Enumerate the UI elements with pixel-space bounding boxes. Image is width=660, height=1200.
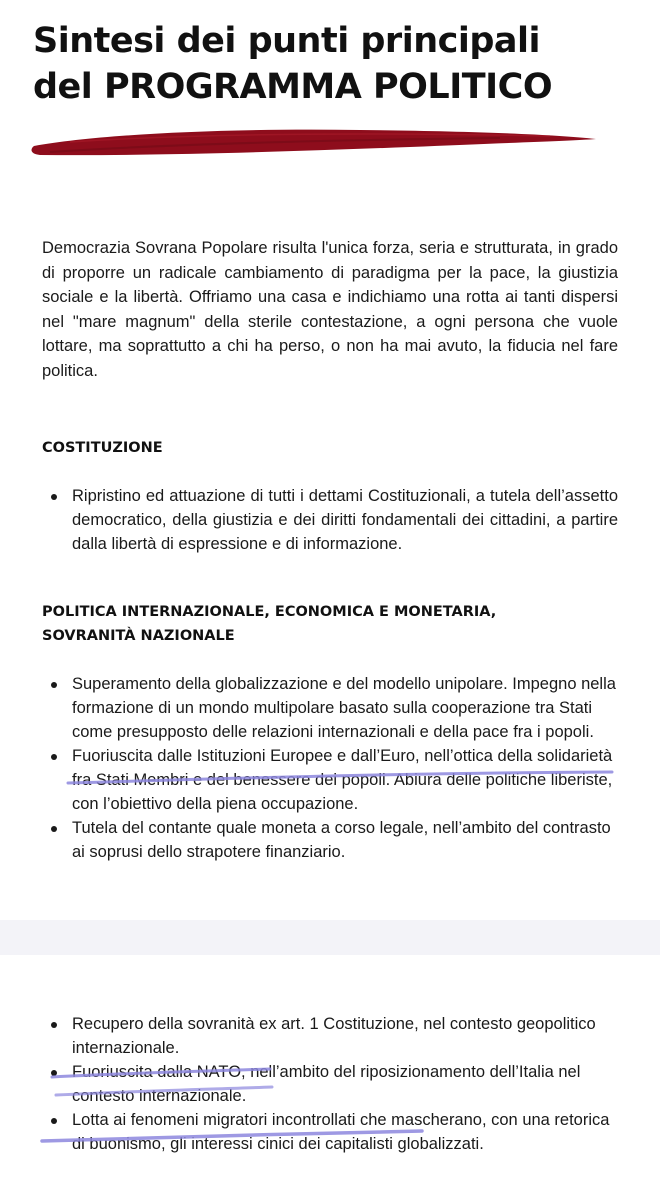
list-item: Recupero della sovranità ex art. 1 Costituzione, nel contesto geopolitico internazionale.	[42, 1012, 618, 1060]
list-item: Fuoriuscita dalle Istituzioni Europee e dall’Euro, nell’ottica della solidarietà fra Stati Membri e del benessere dei popoli. Abiura delle politiche liberiste, con l’obiettivo della piena occupazione.	[42, 744, 618, 816]
section-heading-politica	[42, 600, 602, 648]
list-item: Fuoriuscita dalla NATO, nell’ambito del riposizionamento dell’Italia nel contesto internazionale.	[42, 1060, 618, 1108]
section-heading-costituzione: COSTITUZIONE	[42, 440, 163, 456]
highlight-underline	[38, 1125, 428, 1147]
highlight-underline	[48, 1065, 278, 1101]
section-heading-line: POLITICA INTERNAZIONALE, ECONOMICA E MONETARIA,	[42, 604, 497, 620]
title-line-2: del PROGRAMMA POLITICO	[33, 67, 553, 107]
section-heading-line: SOVRANITÀ NAZIONALE	[42, 628, 235, 644]
page-title	[33, 18, 643, 110]
highlight-underline	[66, 769, 616, 789]
list-item: Superamento della globalizzazione e del modello unipolare. Impegno nella formazione di un mondo multipolare basato sulla cooperazione tra Stati come presupposto delle relazioni internazionali e della pace fra i popoli.	[42, 672, 618, 744]
costituzione-list	[42, 484, 618, 556]
list-item: Ripristino ed attuazione di tutti i dettami Costituzionali, a tutela dell’assetto democratico, della giustizia e dei diritti fondamentali dei cittadini, a partire dalla libertà di espressione e di informazione.	[42, 484, 618, 556]
document-page-2	[0, 955, 660, 1200]
list-item: Tutela del contante quale moneta a corso legale, nell’ambito del contrasto ai soprusi dello strapotere finanziario.	[42, 816, 618, 864]
intro-paragraph: Democrazia Sovrana Popolare risulta l'unica forza, seria e strutturata, in grado di proporre un radicale cambiamento di paradigma per la pace, la giustizia sociale e la libertà. Offriamo una casa e indichiamo una rotta ai tanti dispersi nel "mare magnum" della sterile contestazione, a ogni persona che vuole lottare, ma soprattutto a chi ha perso, o non ha mai avuto, la fiducia nel fare politica.	[42, 239, 618, 380]
title-line-1: Sintesi dei punti principali	[33, 21, 541, 61]
page-break	[0, 920, 660, 955]
politica-list	[42, 672, 618, 864]
list-item: Lotta ai fenomeni migratori incontrollati che mascherano, con una retorica di buonismo, gli interessi cinici dei capitalisti globalizzati.	[42, 1108, 618, 1156]
red-brush-stroke	[30, 122, 605, 164]
